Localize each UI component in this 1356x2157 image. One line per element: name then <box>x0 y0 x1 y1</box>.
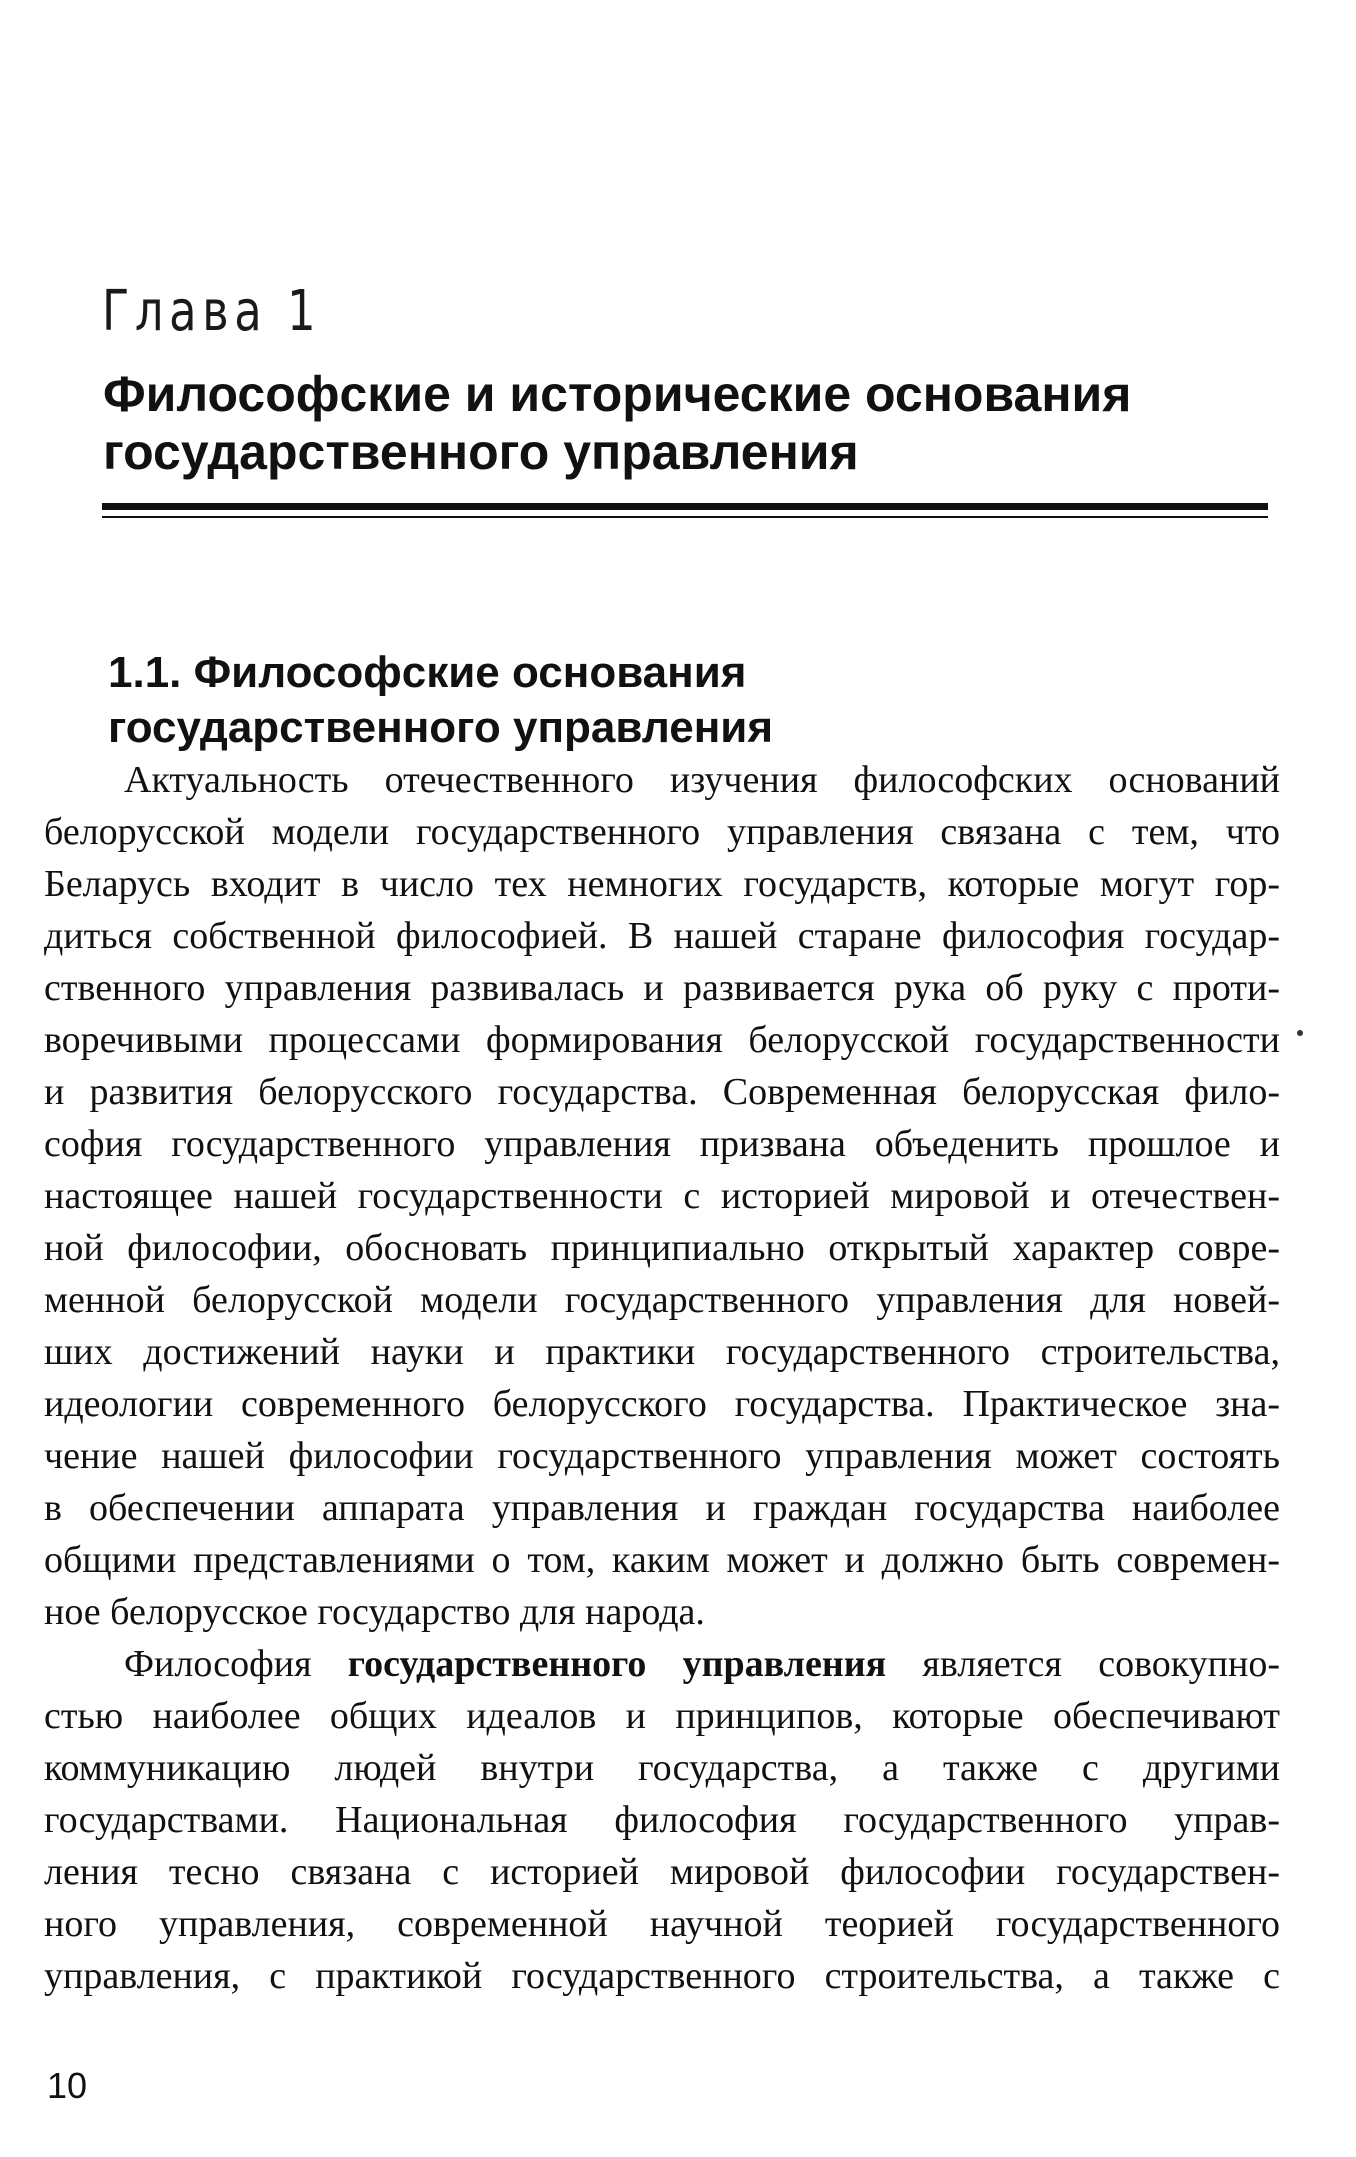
text-line: воречивыми процессами формирования белорусской государственности <box>44 1019 1280 1061</box>
section-heading-line-2: государственного управления <box>108 703 774 752</box>
chapter-rule-thick <box>102 503 1268 510</box>
text-line: ших достижений науки и практики государственного строительства, <box>44 1331 1280 1373</box>
body-text <box>44 754 1280 2002</box>
text-line: ной философии, обосновать принципиально открытый характер совре- <box>44 1227 1280 1269</box>
chapter-rule-thin <box>102 516 1268 518</box>
chapter-title-line-2: государственного управления <box>103 424 859 480</box>
text-line: ления тесно связана с историей мировой философии государствен- <box>44 1851 1280 1893</box>
text-line: ственного управления развивалась и развивается рука об руку с проти- <box>44 967 1280 1009</box>
text-segment: является совокупно- <box>922 1643 1280 1685</box>
text-line: в обеспечении аппарата управления и граждан государства наиболее <box>44 1487 1280 1529</box>
text-line <box>44 1638 1280 1690</box>
text-line: государствами. Национальная философия государственного управ- <box>44 1799 1280 1841</box>
chapter-title <box>103 365 1131 481</box>
text-line: и развития белорусского государства. Современная белорусская фило- <box>44 1071 1280 1113</box>
text-line: ное белорусское государство для народа. <box>44 1591 705 1633</box>
paragraph-1 <box>44 754 1280 1638</box>
chapter-title-line-1: Философские и исторические основания <box>103 366 1132 422</box>
text-line: менной белорусской модели государственного управления для новей- <box>44 1279 1280 1321</box>
text-line: настоящее нашей государственности с историей мировой и отечествен- <box>44 1175 1280 1217</box>
scan-speck <box>1297 1030 1303 1036</box>
text-line: софия государственного управления призвана объеденить прошлое и <box>44 1123 1280 1165</box>
text-line: Беларусь входит в число тех немногих государств, которые могут гор- <box>44 863 1280 905</box>
text-line: белорусской модели государственного управления связана с тем, что <box>44 811 1280 853</box>
bold-term: государственного управления <box>347 1643 887 1685</box>
text-line: стью наиболее общих идеалов и принципов, которые обеспечивают <box>44 1695 1280 1737</box>
text-segment: Философия <box>124 1643 312 1685</box>
section-heading <box>108 645 773 755</box>
text-line: Актуальность отечественного изучения философских оснований <box>124 759 1280 801</box>
text-line: идеологии современного белорусского государства. Практическое зна- <box>44 1383 1280 1425</box>
text-line: коммуникацию людей внутри государства, а также с другими <box>44 1747 1280 1789</box>
chapter-label: Глава 1 <box>102 279 322 344</box>
text-line: диться собственной философией. В нашей старане философия государ- <box>44 915 1280 957</box>
text-line: чение нашей философии государственного управления может состоять <box>44 1435 1280 1477</box>
paragraph-2 <box>44 1638 1280 2002</box>
section-heading-line-1: 1.1. Философские основания <box>108 648 747 697</box>
text-line: ного управления, современной научной теорией государственного <box>44 1903 1280 1945</box>
text-line: общими представлениями о том, каким может и должно быть современ- <box>44 1539 1280 1581</box>
text-line: управления, с практикой государственного строительства, а также с <box>44 1955 1280 1997</box>
page-number: 10 <box>47 2065 88 2106</box>
